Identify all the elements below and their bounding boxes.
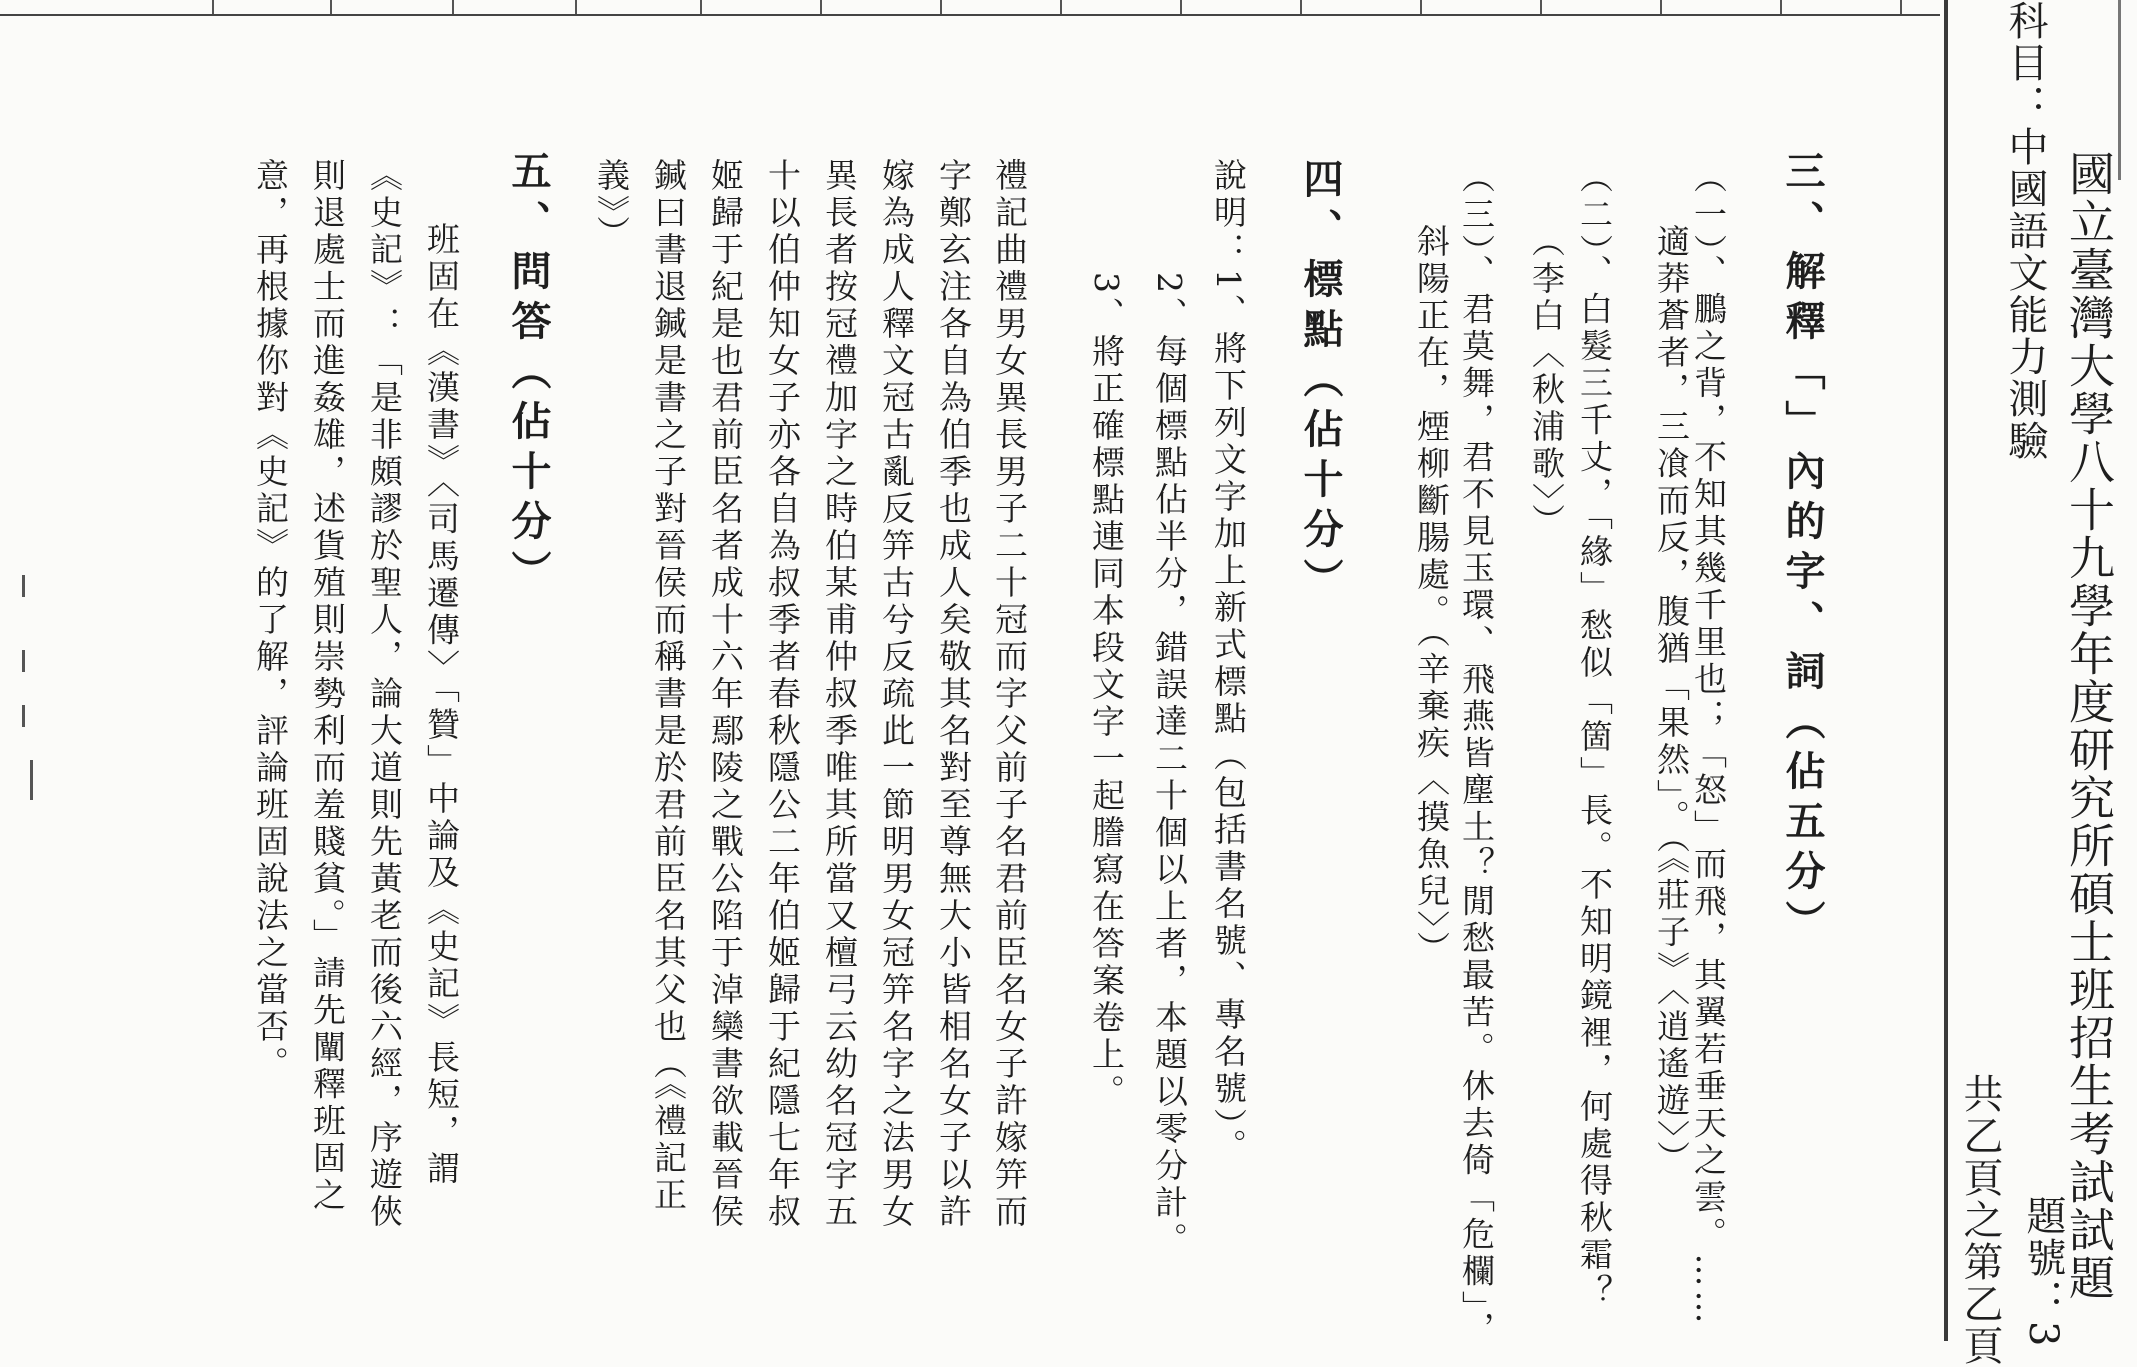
- instruction-2: 2、每個標點佔半分，錯誤達二十個以上者，本題以零分計。: [1150, 272, 1189, 1259]
- top-form-border: [0, 0, 1940, 16]
- section3-item-1: （一）、鵬之背，不知其幾千里也；「怒」而飛，其翼若垂天之雲。……: [1689, 160, 1728, 1328]
- exam-title: 國立臺灣大學八十九學年度研究所碩士班招生考試試題: [2062, 150, 2116, 1302]
- question5-line-2: 《史記》：「是非頗謬於聖人，論大道則先黃老而後六經，序遊俠: [365, 158, 404, 1231]
- scan-mark: [22, 575, 25, 597]
- instruction-1: 說明：1、將下列文字加上新式標點（包括書名號、專名號）。: [1209, 158, 1248, 1166]
- scan-mark: [30, 760, 33, 800]
- section3-item-1-cont: 適莽蒼者，三飡而反，腹猶「果然」。（《莊子》〈逍遙遊〉）: [1652, 224, 1691, 1178]
- passage-line-1: 禮記曲禮男女異長男子二十冠而字父前子名君前臣名女子許嫁笄而: [990, 158, 1029, 1231]
- page-count: 共乙頁之第乙頁: [1957, 1073, 2003, 1367]
- passage-line-2: 字鄭玄注各自為伯季也成人矣敬其名對至尊無大小皆相名女子以許: [934, 158, 973, 1231]
- section3-item-2: （二）、白髮三千丈，「緣」愁似「箇」長。不知明鏡裡，何處得秋霜？: [1575, 160, 1614, 1311]
- scan-mark: [22, 650, 25, 672]
- passage-line-3: 嫁為成人釋文冠古亂反笄古兮反疏此一節明男女冠笄名字之法男女: [877, 158, 916, 1231]
- question5-line-4: 意，再根據你對《史記》的了解，評論班固說法之當否。: [251, 158, 290, 1083]
- passage-line-7: 鍼曰書退鍼是書之子對晉侯而稱書是於君前臣名其父也（《禮記正: [649, 158, 688, 1215]
- section4-heading: 四、標點（佔十分）: [1297, 158, 1344, 608]
- passage-line-6: 姬歸于紀是也君前臣名者成十六年鄢陵之戰公陷于淖欒書欲載晉侯: [706, 158, 745, 1231]
- section3-item-2-cont: （李白〈秋浦歌〉）: [1527, 224, 1566, 541]
- section3-heading: 三、解釋「」內的字、詞（佔五分）: [1779, 150, 1826, 950]
- section5-heading: 五、問答（佔十分）: [505, 150, 552, 600]
- question5-line-3: 則退處士而進姦雄，述貨殖則崇勢利而羞賤貧。」請先闡釋班固之: [308, 158, 347, 1215]
- scan-mark: [22, 705, 25, 727]
- section3-item-3: （三）、君莫舞，君不見玉環、飛燕皆塵土？閒愁最苦。休去倚「危欄」，: [1457, 160, 1496, 1348]
- passage-line-4: 異長者按冠禮加字之時伯某甫仲叔季唯其所當又檀弓云幼名冠字五: [820, 158, 859, 1231]
- section3-item-3-cont: 斜陽正在，煙柳斷腸處。（辛棄疾〈摸魚兒〉）: [1412, 224, 1451, 968]
- question-number: 題號：3: [2020, 1195, 2066, 1349]
- exam-subject: 科目：中國語文能力測驗: [2002, 0, 2048, 462]
- question5-line-1: 班固在《漢書》〈司馬遷傳〉「贊」中論及《史記》長短，謂: [422, 222, 461, 1188]
- passage-line-5: 十以伯仲知女子亦各自為叔季者春秋隱公二年伯姬歸于紀隱七年叔: [763, 158, 802, 1231]
- passage-line-8: 義》）: [592, 158, 631, 253]
- instruction-3: 3、將正確標點連同本段文字一起謄寫在答案卷上。: [1087, 272, 1126, 1111]
- right-edge-line: [2118, 0, 2121, 180]
- right-margin-line: [1944, 0, 1948, 1341]
